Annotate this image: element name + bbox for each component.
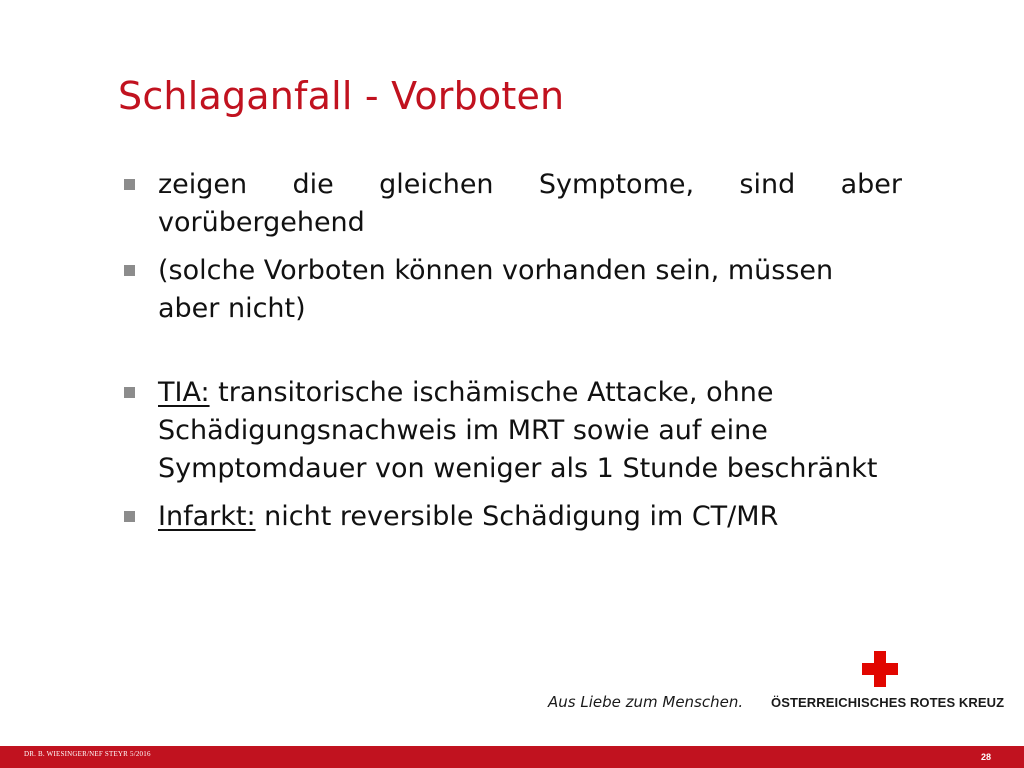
bullet-term: Infarkt: bbox=[158, 501, 256, 532]
bullet-square-icon bbox=[124, 387, 135, 398]
bullet-square-icon bbox=[124, 265, 135, 276]
slogan: Aus Liebe zum Menschen. bbox=[548, 693, 744, 711]
bullet-square-icon bbox=[124, 511, 135, 522]
bullet-text: transitorische ischämische Attacke, ohne Schädigungsnachweis im MRT sowie auf eine Symptomdauer von weniger als 1 Stunde beschränkt bbox=[158, 377, 878, 484]
bullet-text: (solche Vorboten können vorhanden sein, müssen aber nicht) bbox=[158, 255, 834, 324]
page-number: 28 bbox=[980, 752, 991, 762]
organization-name: ÖSTERREICHISCHES ROTES KREUZ bbox=[771, 695, 1005, 710]
bullet-item bbox=[122, 252, 902, 328]
red-cross-icon bbox=[862, 651, 898, 687]
bullet-square-icon bbox=[124, 179, 135, 190]
bullet-term: TIA: bbox=[158, 377, 210, 408]
bullet-item bbox=[122, 166, 902, 242]
bullet-text-group bbox=[158, 377, 877, 484]
footer-author: DR. B. WIESINGER/NEF STEYR 5/2016 bbox=[24, 750, 151, 758]
bullet-list bbox=[122, 166, 902, 546]
bullet-text: nicht reversible Schädigung im CT/MR bbox=[255, 501, 779, 532]
footer-bar bbox=[0, 746, 1024, 768]
bullet-text-group bbox=[158, 501, 778, 532]
bullet-item bbox=[122, 498, 902, 536]
bullet-item bbox=[122, 374, 902, 488]
slide-title: Schlaganfall - Vorboten bbox=[118, 74, 565, 118]
bullet-text: zeigen die gleichen Symptome, sind aber vorübergehend bbox=[158, 169, 902, 238]
